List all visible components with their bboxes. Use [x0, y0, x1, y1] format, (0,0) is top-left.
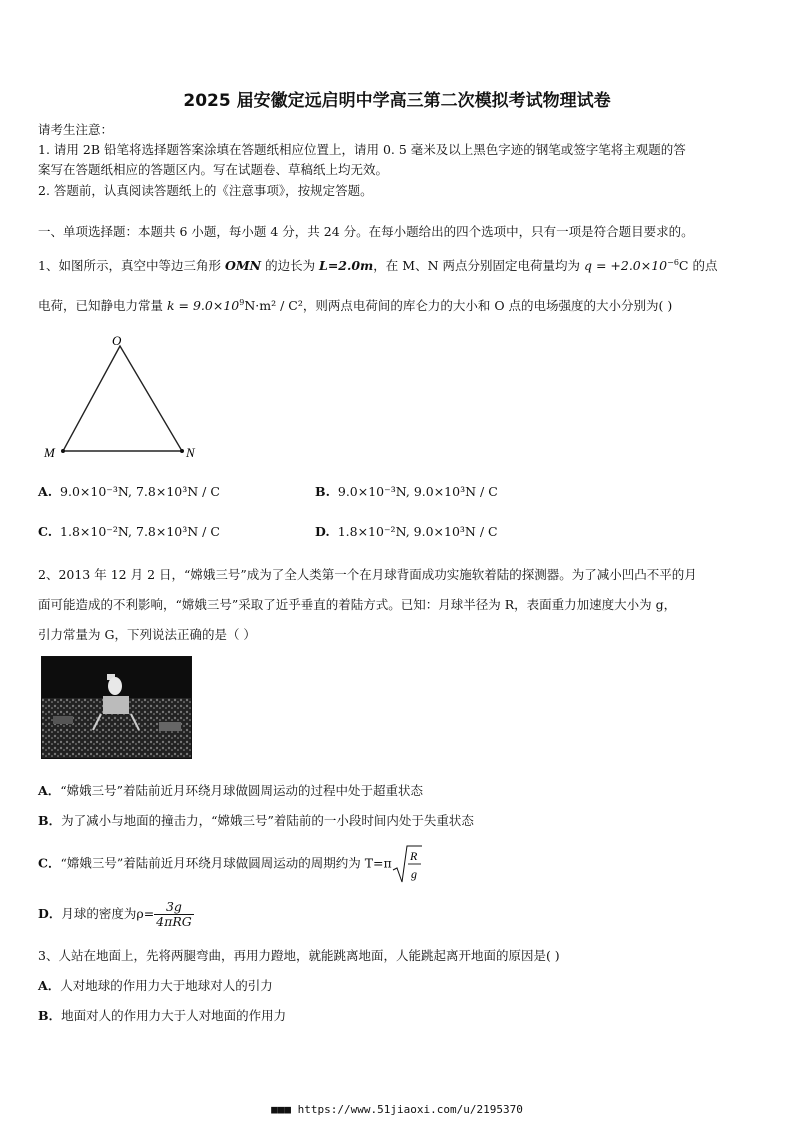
q1-triangle-figure [36, 330, 206, 465]
q2-option-b-text: 为了减小与地面的撞击力，“嫦娥三号”着陆前的一小段时间内处于失重状态 [61, 813, 474, 828]
sqrt-numerator: R [409, 849, 418, 863]
label-n: N [186, 445, 195, 460]
q1-option-a[interactable] [38, 484, 220, 499]
q2-option-d[interactable] [38, 900, 194, 929]
q1-text-c: ，在 M、N 两点分别固定电荷量均为 [373, 258, 584, 273]
q1-charge-expr: q = +2.0×10 [583, 258, 668, 273]
section-heading: 一、单项选择题：本题共 6 小题，每小题 4 分，共 24 分。在每小题给出的四个选项中，只有一项是符合题目要求的。 [38, 224, 694, 239]
q1-option-b-label: B. [315, 484, 330, 499]
q2-line-3: 引力常量为 G，下列说法正确的是（ ） [38, 627, 256, 642]
q2-line-2: 面可能造成的不利影响，“嫦娥三号”采取了近乎垂直的着陆方式。已知：月球半径为 R，表面重力加速度大小为 g， [38, 597, 677, 612]
q2-option-c[interactable] [38, 844, 422, 884]
sqrt-denominator: g [410, 867, 417, 881]
density-fraction [154, 900, 194, 929]
q3-option-a-label: A． [38, 978, 61, 993]
q1-side-length: L=2.0m [319, 258, 374, 273]
q1-option-c-text: 1.8×10⁻²N, 7.8×10³N / C [60, 524, 220, 539]
q3-option-a-text: 人对地球的作用力大于地球对人的引力 [60, 978, 273, 993]
q2-option-a-label: A． [38, 783, 61, 798]
q2-option-c-label: C． [38, 855, 61, 871]
q1-text-d: 电荷，已知静电力常量 [38, 298, 167, 313]
q2-option-d-text: 月球的密度为ρ= [61, 905, 155, 921]
moon-lander-photo [41, 656, 192, 759]
q1-k-expr: k = 9.0×10 [166, 298, 240, 313]
q1-option-d[interactable] [315, 524, 498, 539]
q2-option-a-text: “嫦娥三号”着陆前近月环绕月球做圆周运动的过程中处于超重状态 [60, 783, 423, 798]
q1-charge-exp: −6 [667, 257, 679, 267]
notice-line-2: 2. 答题前，认真阅读答题纸上的《注意事项》，按规定答题。 [38, 183, 373, 198]
point-n [180, 449, 184, 453]
q1-charge-unit: C 的点 [678, 258, 718, 273]
q2-option-c-text: “嫦娥三号”着陆前近月环绕月球做圆周运动的周期约为 T=π [60, 855, 392, 871]
q3-option-b-text: 地面对人的作用力大于人对地面的作用力 [61, 1008, 287, 1023]
q1-line-2 [38, 296, 672, 314]
q2-option-d-label: D． [38, 905, 62, 921]
q3-option-b-label: B． [38, 1008, 62, 1023]
q3-option-b[interactable] [38, 1006, 286, 1024]
q2-option-b-label: B． [38, 813, 62, 828]
notice-heading: 请考生注意： [38, 122, 114, 137]
q1-k-exp: 9 [239, 297, 245, 307]
q3-line-1: 3、人站在地面上，先将两腿弯曲，再用力蹬地，就能跳离地面，人能跳起离开地面的原因是( ) [38, 948, 560, 963]
q1-option-d-text: 1.8×10⁻²N, 9.0×10³N / C [337, 524, 498, 539]
q1-text-b: 的边长为 [261, 258, 320, 273]
q1-option-a-text: 9.0×10⁻³N, 7.8×10³N / C [60, 484, 220, 499]
q1-text-e: ，则两点电荷间的库仑力的大小和 O 点的电场强度的大小分别为( ) [302, 298, 673, 313]
q1-option-d-label: D. [315, 524, 330, 539]
q1-option-c-label: C. [38, 524, 53, 539]
notice-line-1a: 1. 请用 2B 铅笔将选择题答案涂填在答题纸相应位置上，请用 0. 5 毫米及以上黑色字迹的钢笔或签字笔将主观题的答 [38, 142, 686, 157]
q1-option-a-label: A. [38, 484, 53, 499]
q2-option-a[interactable] [38, 781, 423, 799]
footer-url[interactable]: ■■■ https://www.51jiaoxi.com/u/2195370 [271, 1103, 523, 1116]
density-denominator: 4πRG [156, 913, 192, 929]
point-m [61, 449, 65, 453]
q1-option-b[interactable] [315, 484, 498, 499]
label-o: O [112, 333, 122, 348]
q1-triangle-name: OMN [224, 258, 262, 273]
label-m: M [44, 445, 55, 460]
q2-line-1: 2、2013 年 12 月 2 日，“嫦娥三号”成为了全人类第一个在月球背面成功实施软着陆的探测器。为了减小凹凸不平的月 [38, 567, 697, 582]
triangle-omn [63, 346, 182, 451]
q3-option-a[interactable] [38, 976, 273, 994]
q1-option-c[interactable] [38, 524, 220, 539]
q2-option-b[interactable] [38, 811, 474, 829]
notice-line-1b: 案写在答题纸相应的答题区内。写在试题卷、草稿纸上均无效。 [38, 162, 389, 177]
page-title: 2025 届安徽定远启明中学高三第二次模拟考试物理试卷 [183, 91, 611, 111]
density-numerator: 3g [154, 900, 194, 915]
q1-text-a: 1、如图所示，真空中等边三角形 [38, 258, 225, 273]
q1-line-1 [38, 256, 717, 274]
q1-k-unit: N·m² / C² [244, 298, 303, 313]
q1-option-b-text: 9.0×10⁻³N, 9.0×10³N / C [337, 484, 498, 499]
sqrt-r-over-g [392, 844, 422, 884]
